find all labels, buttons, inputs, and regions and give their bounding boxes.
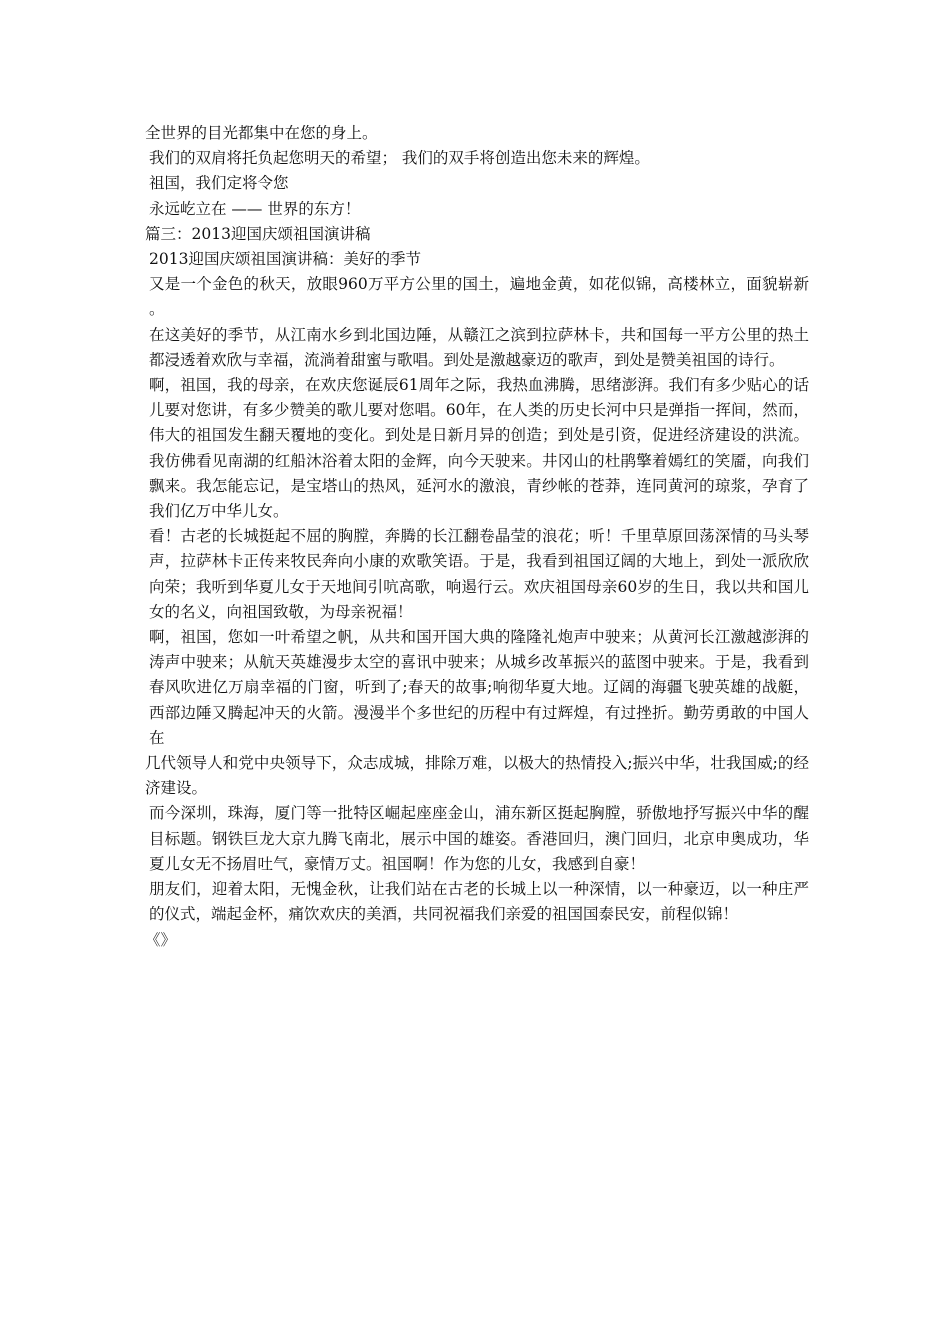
text-line: 我们的双肩将托负起您明天的希望； 我们的双手将创造出您未来的辉煌。 [149,149,650,168]
text-line: 全世界的目光都集中在您的身上。 [145,124,378,142]
paragraph: 几代领导人和党中央领导下，众志成城，排除万难，以极大的热情投入;振兴中华，壮我国威;的经济建设。 [145,754,809,798]
paragraph: 又是一个金色的秋天，放眼960万平方公里的国土，遍地金黄，如花似锦，高楼林立，面貌崭新。 [149,275,809,319]
text-line: 祖国，我们定将令您 [149,174,289,193]
section-title: 篇三：2013迎国庆颂祖国演讲稿 [145,224,371,243]
paragraph: 而今深圳，珠海，厦门等一批特区崛起座座金山，浦东新区挺起胸膛，骄傲地抒写振兴中华的醒目标题。钢铁巨龙大京九腾飞南北，展示中国的雄姿。香港回归，澳门回归，北京申奥成功，华夏儿女无不扬眉吐气，豪情万丈。祖国啊！作为您的儿女，我感到自豪！ [149,804,809,873]
ending-mark: 《》 [145,930,177,949]
text-line: 永远屹立在 —— 世界的东方！ [149,199,361,218]
paragraph: 朋友们，迎着太阳，无愧金秋，让我们站在古老的长城上以一种深情，以一种豪迈，以一种庄严的仪式，端起金杯，痛饮欢庆的美酒，共同祝福我们亲爱的祖国国泰民安，前程似锦！ [149,880,809,924]
speech-title: 2013迎国庆颂祖国演讲稿：美好的季节 [149,250,421,269]
paragraph: 在这美好的季节，从江南水乡到北国边陲，从赣江之滨到拉萨林卡，共和国每一平方公里的热土都浸透着欢欣与幸福，流淌着甜蜜与歌唱。到处是激越豪迈的歌声，到处是赞美祖国的诗行。 [149,325,809,369]
paragraph: 看！古老的长城挺起不屈的胸膛，奔腾的长江翻卷晶莹的浪花；听！千里草原回荡深情的马头琴声，拉萨林卡正传来牧民奔向小康的欢歌笑语。于是，我看到祖国辽阔的大地上，到处一派欣欣向荣；我听到华夏儿女于天地间引吭高歌，响遏行云。欢庆祖国母亲60岁的生日，我以共和国儿女的名义，向祖国致敬，为母亲祝福！ [149,527,809,621]
paragraph: 啊，祖国，我的母亲，在欢庆您诞辰61周年之际，我热血沸腾，思绪澎湃。我们有多少贴心的话儿要对您讲，有多少赞美的歌儿要对您唱。60年，在人类的历史长河中只是弹指一挥间，然而，伟大的祖国发生翻天覆地的变化。到处是日新月异的创造；到处是引资，促进经济建设的洪流。我仿佛看见南湖的红船沐浴着太阳的金辉，向今天驶来。井冈山的杜鹃擎着嫣红的笑靥，向我们飘来。我怎能忘记，是宝塔山的热风，延河水的激浪，青纱帐的苍莽，连同黄河的琼浆，孕育了我们亿万中华儿女。 [149,376,809,521]
paragraph: 啊，祖国，您如一叶希望之帆，从共和国开国大典的隆隆礼炮声中驶来；从黄河长江激越澎湃的涛声中驶来；从航天英雄漫步太空的喜讯中驶来；从城乡改革振兴的蓝图中驶来。于是，我看到春风吹进亿万扇幸福的门窗，听到了;春天的故事;响彻华夏大地。辽阔的海疆飞驶英雄的战艇，西部边陲又腾起冲天的火箭。漫漫半个多世纪的历程中有过辉煌，有过挫折。勤劳勇敢的中国人在 [149,628,809,747]
document-body [145,121,809,953]
